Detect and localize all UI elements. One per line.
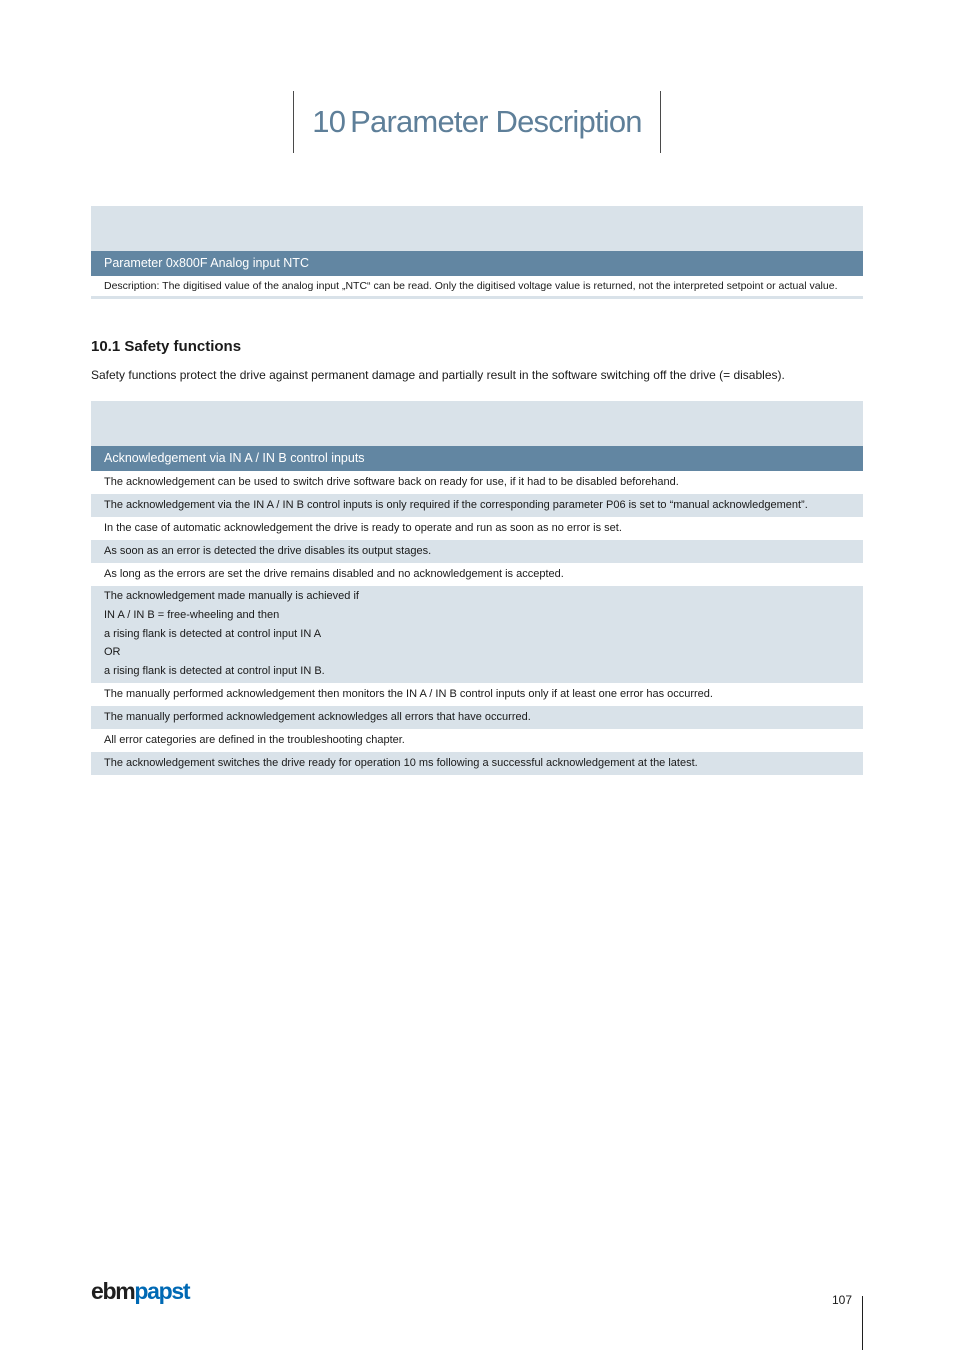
table-top-band	[91, 206, 863, 251]
multiline-text: a rising flank is detected at control input IN B.	[104, 665, 325, 678]
chapter-heading	[293, 91, 661, 153]
multiline-text: The acknowledgement made manually is achieved if	[104, 590, 359, 602]
logo-ebm: ebm	[91, 1278, 135, 1304]
page-number-rule	[862, 1296, 863, 1350]
acknowledgement-table	[91, 401, 863, 775]
chapter-number: 10	[312, 104, 346, 139]
table-row: In the case of automatic acknowledgement the drive is ready to operate and run as soon as no error is set.	[104, 522, 622, 534]
multiline-text: a rising flank is detected at control input IN A	[104, 627, 322, 640]
table-row: As long as the errors are set the drive remains disabled and no acknowledgement is accepted.	[104, 568, 564, 580]
section-heading: 10.1 Safety functions	[91, 338, 242, 355]
chapter-title	[312, 104, 642, 140]
table-row: The manually performed acknowledgement then monitors the IN A / IN B control inputs only if at least one error has occurred.	[104, 687, 713, 700]
multiline-text: IN A / IN B = free-wheeling and then	[104, 608, 280, 621]
parameter-table	[91, 206, 863, 299]
table-row-multiline	[91, 586, 863, 683]
table-row: The manually performed acknowledgement acknowledges all errors that have occurred.	[91, 706, 863, 729]
section-intro: Safety functions protect the drive against permanent damage and partially result in the software switching off the drive (= disables).	[91, 368, 785, 382]
parameter-table-header: Parameter 0x800F Analog input NTC	[91, 251, 863, 276]
table-top-band	[91, 401, 863, 446]
table-row: The acknowledgement via the IN A / IN B control inputs is only required if the corresponding parameter P06 is set to “manual acknowledgement”.	[91, 494, 863, 517]
parameter-description: Description: The digitised value of the analog input „NTC“ can be read. Only the digitised voltage value is returned, not the interpreted setpoint or actual value.	[91, 276, 863, 299]
table-row: The acknowledgement switches the drive ready for operation 10 ms following a successful acknowledgement at the latest.	[91, 752, 863, 775]
multiline-text: OR	[104, 646, 121, 659]
brand-logo	[91, 1278, 189, 1305]
page-number: 107	[832, 1293, 853, 1307]
table-row: All error categories are defined in the troubleshooting chapter.	[104, 733, 405, 746]
table-row: The acknowledgement can be used to switch drive software back on ready for use, if it had to be disabled beforehand.	[104, 476, 679, 488]
table-row: As soon as an error is detected the drive disables its output stages.	[91, 540, 863, 563]
acknowledgement-table-header: Acknowledgement via IN A / IN B control inputs	[91, 446, 863, 471]
logo-papst: papst	[134, 1278, 190, 1304]
chapter-name: Parameter Description	[350, 104, 642, 139]
